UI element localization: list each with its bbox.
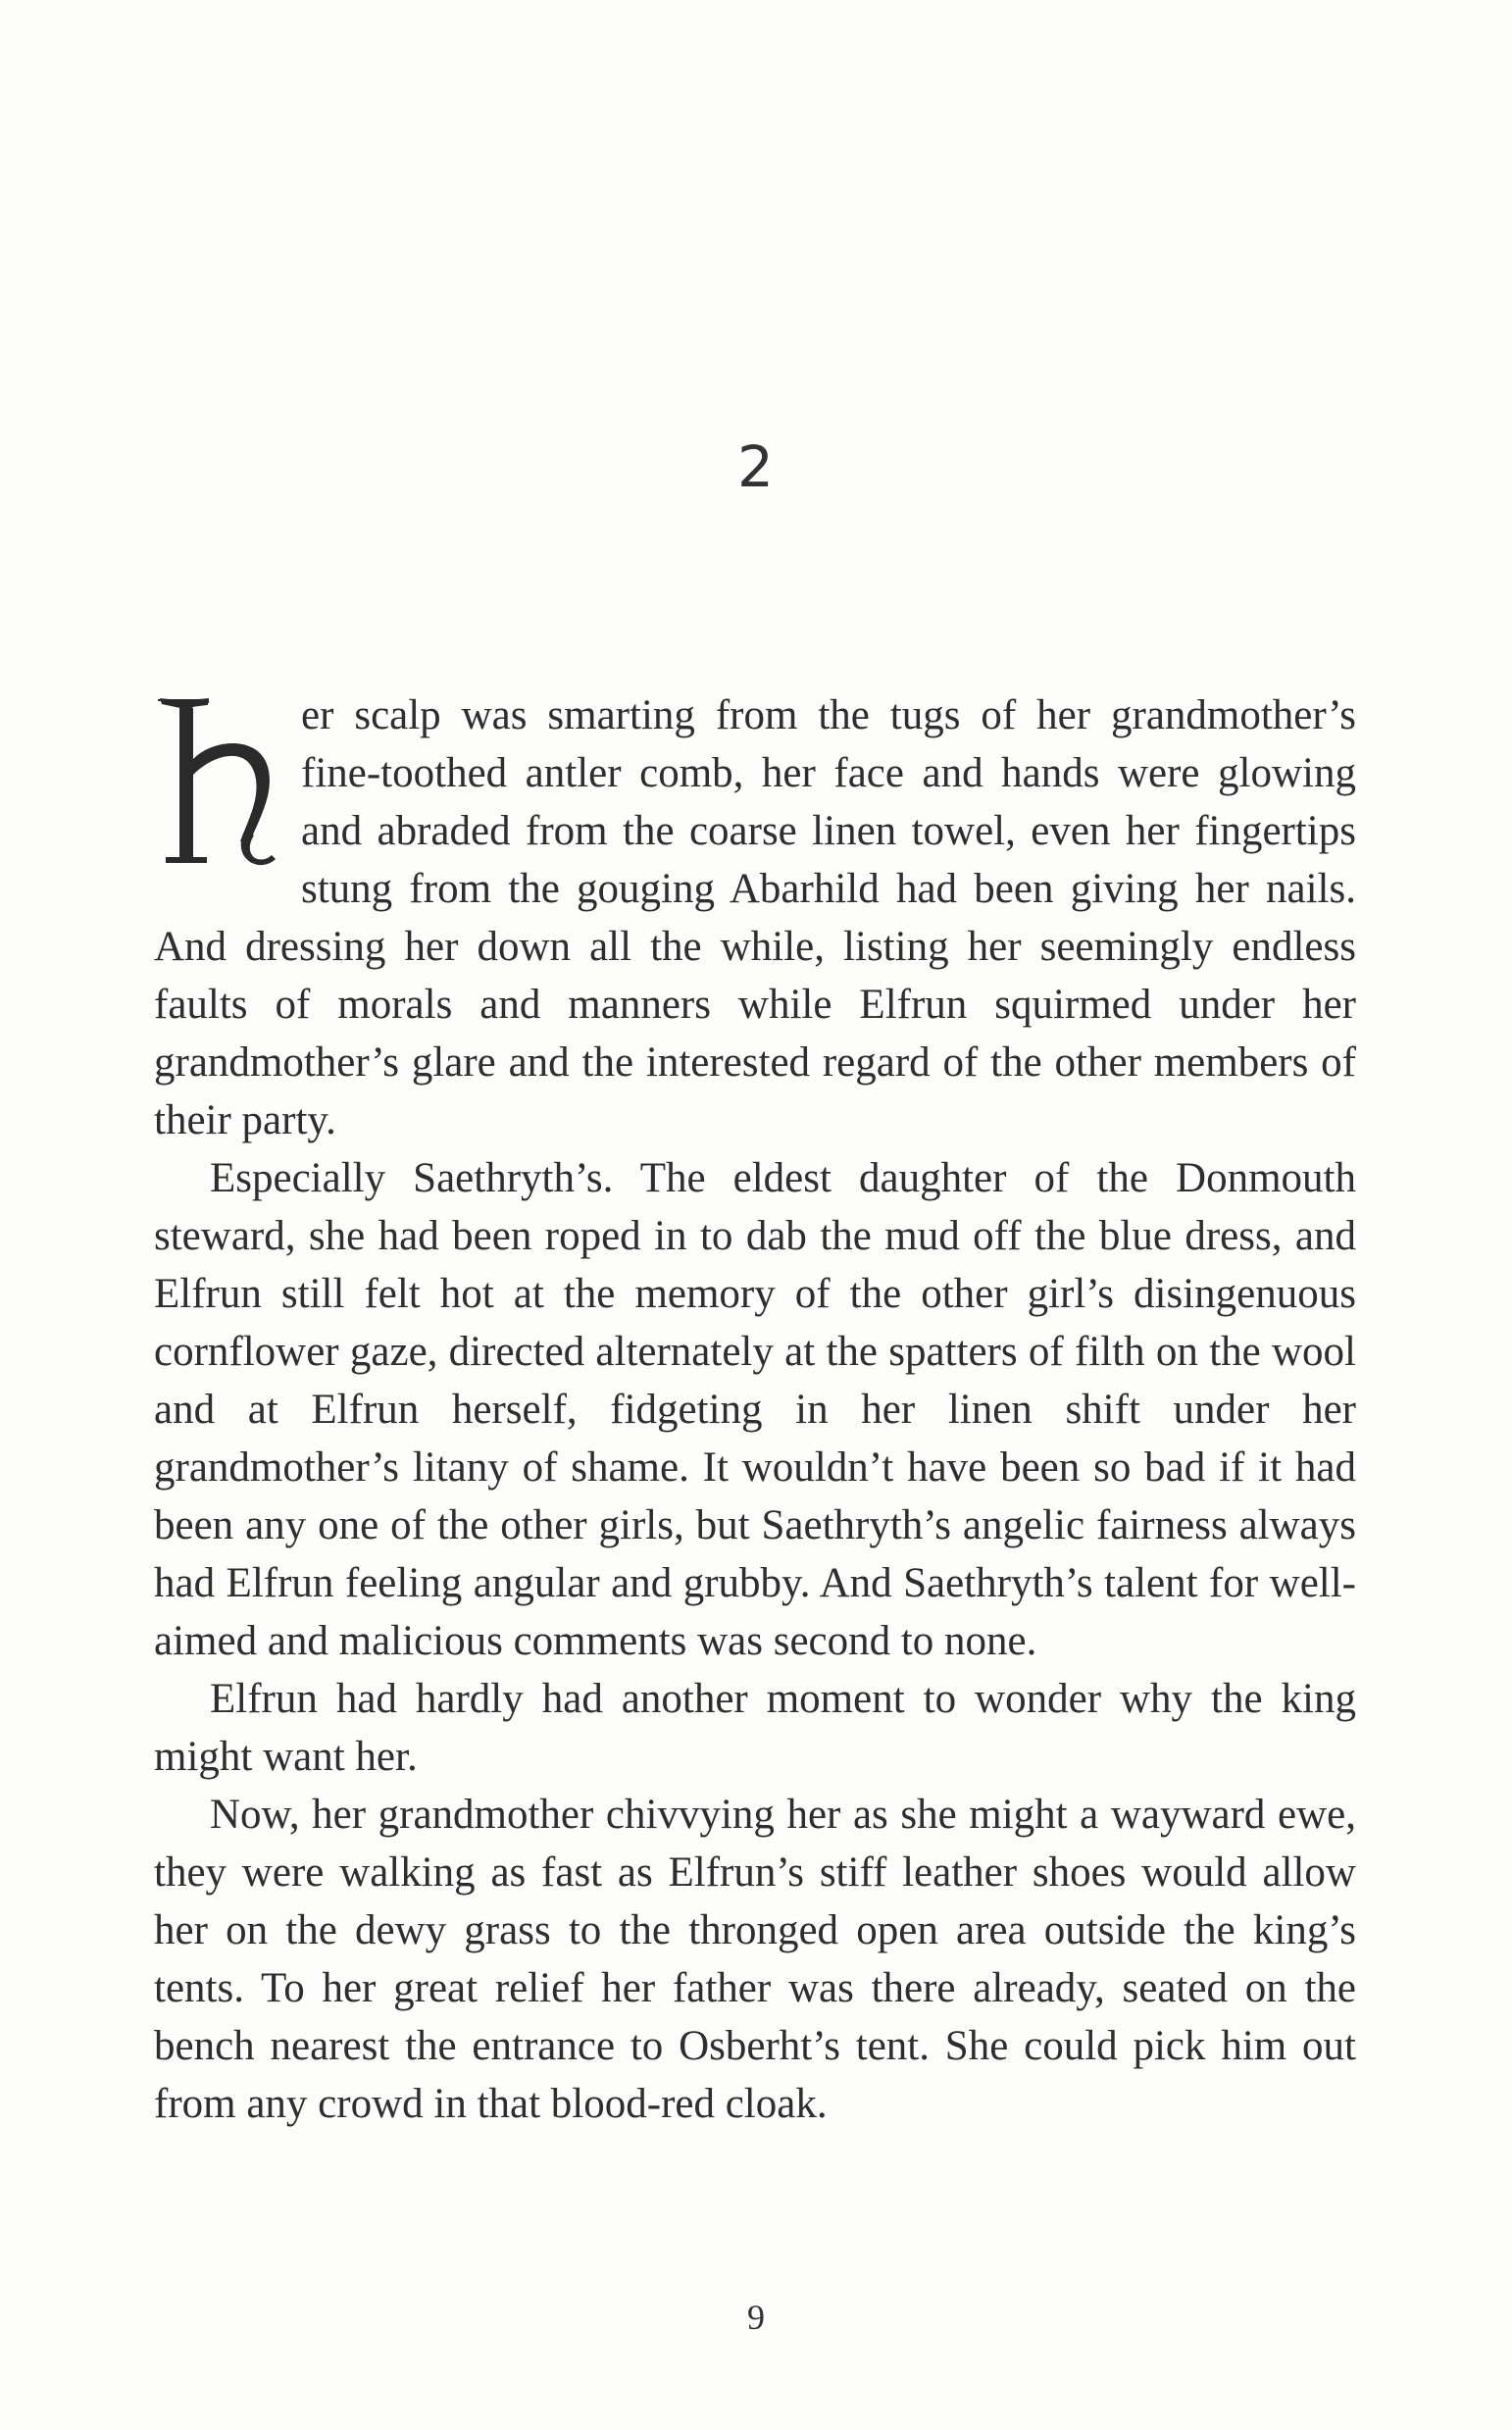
paragraph-4: Now, her grandmother chivvying her as she might a wayward ewe, they were walking as fast as Elfrun’s stiff leather shoes would allow her on the dewy grass to the thronged open area outside the king’s tents. To her great relief her father was there already, seated on the bench nearest the entrance to Osberht’s tent. She could pick him out from any crowd in that blood-red cloak.	[154, 1792, 1356, 2127]
paragraph-2: Especially Saethryth’s. The eldest daughter of the Donmouth steward, she had been roped in to dab the mud off the blue dress, and Elfrun still felt hot at the memory of the other girl’s disingenuous cornflower gaze, directed alternately at the spatters of filth on the wool and at Elfrun herself, fidgeting in her linen shift under her grandmother’s litany of shame. It wouldn’t have been so bad if it had been any one of the other girls, but Saethryth’s angelic fairness always had Elfrun feeling angular and grubby. And Saethryth’s talent for well-aimed and malicious comments was second to none.	[154, 1155, 1356, 1664]
paragraph-1	[154, 686, 1356, 1149]
drop-cap	[150, 694, 293, 869]
drop-cap-h-glyph	[150, 694, 293, 869]
paragraph-3: Elfrun had hardly had another moment to wonder why the king might want her.	[154, 1676, 1356, 1780]
paragraph-1-text: er scalp was smarting from the tugs of her grandmother’s fine-toothed antler comb, her face and hands were glowing and abraded from the coarse linen towel, even her fingertips stung from the gouging Abarhild had been giving her nails. And dressing her down all the while, listing her seemingly endless faults of morals and manners while Elfrun squirmed under her grandmother’s glare and the interested regard of the other members of their party.	[154, 692, 1356, 1143]
chapter-number: 2	[737, 433, 775, 500]
page-number: 9	[747, 2298, 765, 2337]
chapter-text	[154, 686, 1356, 2133]
